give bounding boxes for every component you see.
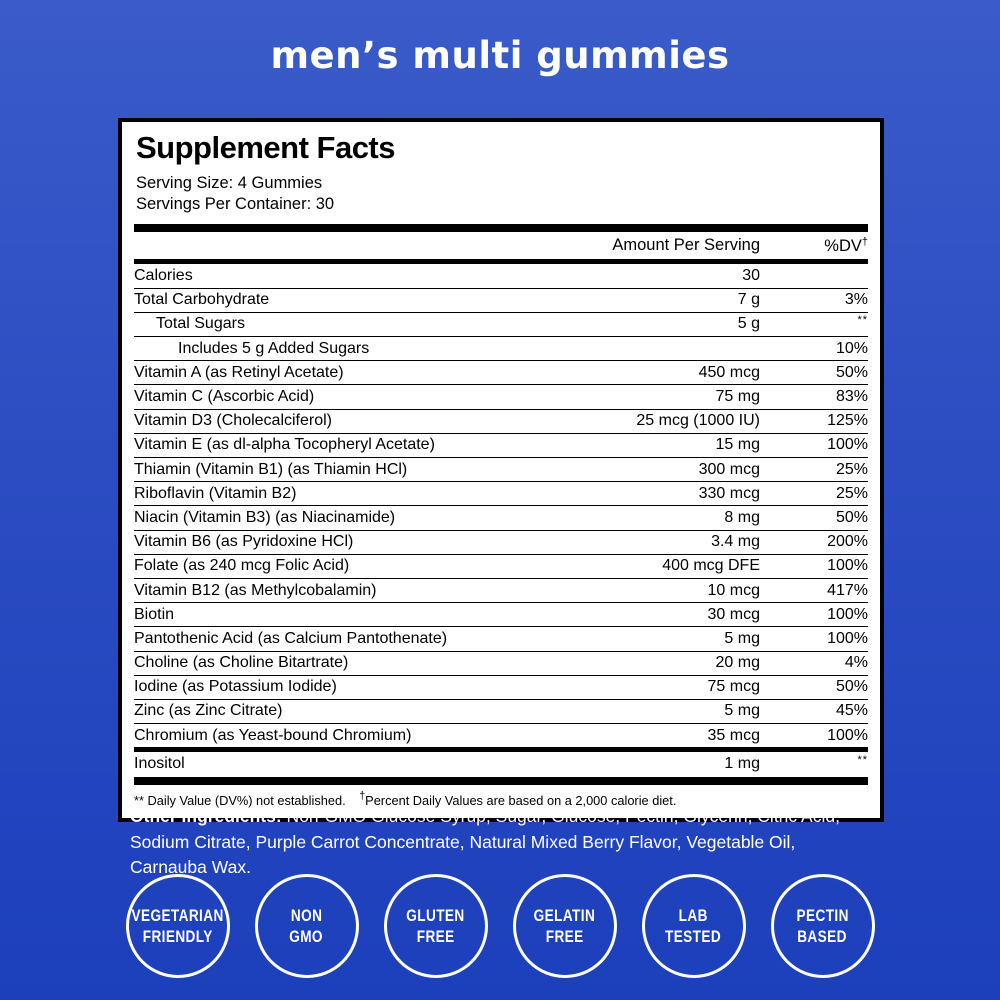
nutrient-amount: 400 mcg DFE [662,557,760,575]
facts-row [134,626,868,650]
nutrient-amount: 75 mcg [707,678,760,696]
badge-row [0,874,1000,978]
nutrient-amount: 8 mg [724,508,760,526]
facts-row [134,288,868,312]
badge-line2: BASED [797,927,848,946]
facts-row [134,530,868,554]
nutrient-dv: 25% [835,460,868,478]
badge-line1: GLUTEN [406,906,465,925]
badge-line2: TESTED [665,927,722,946]
nutrient-dv: 50% [835,678,868,696]
nutrient-dv: 100% [827,726,868,744]
nutrient-name: Calories [134,266,193,284]
nutrient-dv: 10% [835,339,868,357]
facts-rows [134,264,868,777]
nutrient-dv: 50% [835,363,868,381]
nutrient-dv: 125% [827,412,868,430]
nutrient-dv: 4% [844,654,868,672]
facts-row [134,651,868,675]
other-ingredients-text: Non-GMO Glucose Syrup, Sugar, Glucose, Pectin, Glycerin, Citric Acid, Sodium Citrate, Purple Carrot Concentrate, Natural Mixed Berry Flavor, Vegetable Oil, Carnauba Wax. [130,806,840,877]
supplement-facts-heading: Supplement Facts [136,130,395,165]
nutrient-amount: 20 mg [715,654,760,672]
nutrient-name: Biotin [134,605,175,623]
footnote-percent-dv: Percent Daily Values are based on a 2,000 calorie diet. [365,793,677,809]
supplement-facts-panel [118,118,884,822]
badge-line1: VEGETARIAN [131,906,224,925]
nutrient-name: Niacin (Vitamin B3) (as Niacinamide) [134,508,396,526]
table-header-row [134,232,868,259]
nutrient-dv: ** [857,754,868,767]
nutrient-name: Total Carbohydrate [134,291,270,309]
badge-gelatin-free [513,874,617,978]
nutrient-amount: 10 mcg [707,581,760,599]
nutrient-dv: 3% [844,291,868,309]
nutrient-amount: 330 mcg [698,484,760,502]
badge-pectin-based [771,874,875,978]
nutrient-dv: 417% [827,581,868,599]
nutrient-name: Vitamin D3 (Cholecalciferol) [134,412,332,430]
nutrient-name: Vitamin E (as dl-alpha Tocopheryl Acetate) [134,436,435,454]
nutrient-name: Vitamin B12 (as Methylcobalamin) [134,581,377,599]
nutrient-amount: 300 mcg [698,460,760,478]
nutrient-dv: ** [857,314,868,327]
nutrient-amount: 7 g [737,291,760,309]
header-percent-dv: %DV† [824,235,868,255]
badge-non-gmo [255,874,359,978]
product-title: men’s multi gummies [270,34,730,77]
badge-line1: PECTIN [796,906,849,925]
nutrient-dv: 83% [835,388,868,406]
facts-row [134,264,868,288]
nutrient-dv: 100% [827,629,868,647]
badge-vegetarian-friendly [126,874,230,978]
facts-row [134,602,868,626]
facts-row [134,384,868,408]
nutrient-name: Vitamin B6 (as Pyridoxine HCl) [134,533,354,551]
facts-row [134,752,868,776]
nutrient-name: Zinc (as Zinc Citrate) [134,702,283,720]
dagger-superscript: † [861,235,868,248]
badge-line1: NON [290,906,323,925]
facts-row [134,723,868,747]
nutrient-amount: 75 mg [715,388,760,406]
badge-line2: GMO [289,927,324,946]
facts-row [134,505,868,529]
nutrient-amount: 5 mg [724,629,760,647]
footnote-dv-not-established: ** Daily Value (DV%) not established. [134,793,346,809]
badge-line1: GELATIN [533,906,596,925]
nutrient-dv: 200% [827,533,868,551]
nutrient-name: Pantothenic Acid (as Calcium Pantothenate) [134,629,448,647]
nutrient-name: Folate (as 240 mcg Folic Acid) [134,557,350,575]
divider-bar-bottom [134,777,868,785]
nutrient-dv: 50% [835,508,868,526]
nutrient-amount: 450 mcg [698,363,760,381]
badge-line1: LAB [678,906,709,925]
nutrient-amount: 35 mcg [707,726,760,744]
facts-row [134,312,868,336]
nutrient-name: Includes 5 g Added Sugars [178,339,370,357]
servings-per-container: Servings Per Container: 30 [136,195,335,213]
nutrient-amount: 15 mg [715,436,760,454]
nutrient-amount: 1 mg [724,755,760,773]
nutrient-name: Iodine (as Potassium Iodide) [134,678,337,696]
nutrient-dv: 45% [835,702,868,720]
other-ingredients-label: Other Ingredients: [130,806,282,826]
facts-row [134,699,868,723]
divider-bar-thick [134,224,868,232]
badge-lab-tested [642,874,746,978]
facts-row [134,675,868,699]
facts-row [134,336,868,360]
nutrient-amount: 5 mg [724,702,760,720]
facts-row [134,409,868,433]
facts-row [134,433,868,457]
nutrient-name: Thiamin (Vitamin B1) (as Thiamin HCl) [134,460,408,478]
nutrient-amount: 5 g [737,315,760,333]
footnote-dagger: † [359,790,366,803]
serving-size: Serving Size: 4 Gummies [136,174,323,192]
nutrient-name: Total Sugars [156,315,245,333]
nutrient-name: Inositol [134,755,185,773]
nutrient-dv: 100% [827,605,868,623]
other-ingredients [130,804,872,881]
badge-gluten-free [384,874,488,978]
nutrient-amount: 30 mcg [707,605,760,623]
nutrient-name: Riboflavin (Vitamin B2) [134,484,297,502]
facts-row [134,360,868,384]
badge-line2: FRIENDLY [142,927,213,946]
nutrient-amount: 30 [742,266,760,284]
nutrient-dv: 100% [827,557,868,575]
nutrient-name: Vitamin C (Ascorbic Acid) [134,388,315,406]
nutrient-name: Choline (as Choline Bitartrate) [134,654,349,672]
facts-row [134,578,868,602]
facts-row [134,457,868,481]
header-amount-per-serving: Amount Per Serving [612,236,760,254]
nutrient-dv: 100% [827,436,868,454]
nutrient-name: Vitamin A (as Retinyl Acetate) [134,363,344,381]
nutrient-dv: 25% [835,484,868,502]
nutrient-name: Chromium (as Yeast-bound Chromium) [134,726,412,744]
nutrient-amount: 3.4 mg [711,533,760,551]
badge-line2: FREE [416,927,455,946]
facts-row [134,481,868,505]
facts-row [134,554,868,578]
badge-line2: FREE [545,927,584,946]
nutrient-amount: 25 mcg (1000 IU) [636,412,760,430]
